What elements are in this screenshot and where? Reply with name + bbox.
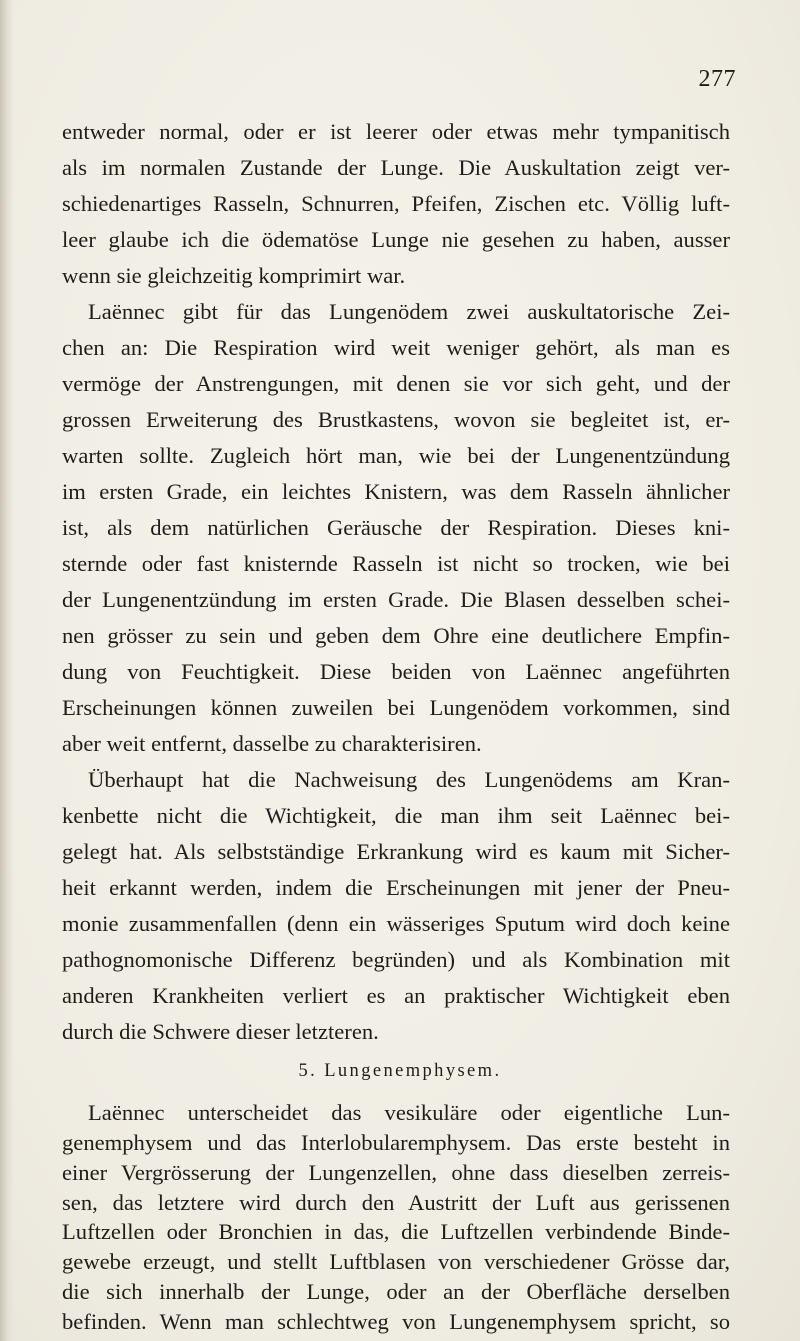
text-line: Laënnec gibt für das Lungenödem zwei auskultatorische Zei- [88, 299, 730, 324]
text-line: sternde oder fast knisternde Rasseln ist nicht so trocken, wie bei [62, 551, 730, 576]
text-line: einer Vergrösserung der Lungenzellen, ohne dass dieselben zerreis- [62, 1159, 730, 1185]
text-line: der Lungenentzündung im ersten Grade. Die Blasen desselben schei- [62, 587, 730, 612]
text-line: chen an: Die Respiration wird weit weniger gehört, als man es [62, 335, 730, 360]
text-line: durch die Schwere dieser letzteren. [62, 1019, 379, 1044]
section-heading: 5. Lungenemphysem. [298, 1061, 502, 1081]
text-line: grossen Erweiterung des Brustkastens, wovon sie begleitet ist, er- [62, 407, 730, 432]
text-line: dung von Feuchtigkeit. Diese beiden von Laënnec angeführten [62, 659, 730, 684]
text-line: wenn sie gleichzeitig komprimirt war. [62, 263, 406, 288]
text-line: ist, als dem natürlichen Geräusche der Respiration. Dieses kni- [62, 515, 730, 540]
text-line: aber weit entfernt, dasselbe zu charakterisiren. [62, 731, 482, 756]
page-number: 277 [698, 66, 736, 92]
text-line: Luftzellen oder Bronchien in das, die Luftzellen verbindende Binde- [62, 1219, 730, 1245]
text-line: kenbette nicht die Wichtigkeit, die man ihm seit Laënnec bei- [62, 803, 730, 828]
text-line: genemphysem und das Interlobularemphysem. Das erste besteht in [62, 1129, 730, 1155]
text-line: im ersten Grade, ein leichtes Knistern, was dem Rasseln ähnlicher [62, 479, 730, 504]
text-line: gewebe erzeugt, und stellt Luftblasen von verschiedener Grösse dar, [62, 1249, 730, 1275]
text-line: entweder normal, oder er ist leerer oder etwas mehr tympanitisch [62, 119, 730, 144]
text-line: die sich innerhalb der Lunge, oder an der Oberfläche derselben [62, 1279, 730, 1305]
text-line: schiedenartiges Rasseln, Schnurren, Pfeifen, Zischen etc. Völlig luft- [62, 191, 730, 216]
text-line: Überhaupt hat die Nachweisung des Lungenödems am Kran- [88, 767, 730, 792]
text-line: leer glaube ich die ödematöse Lunge nie gesehen zu haben, ausser [62, 227, 730, 252]
text-line: befinden. Wenn man schlechtweg von Lungenemphysem spricht, so [62, 1309, 730, 1334]
text-line: monie zusammenfallen (denn ein wässeriges Sputum wird doch keine [62, 911, 730, 936]
text-line: vermöge der Anstrengungen, mit denen sie vor sich geht, und der [62, 371, 730, 396]
text-line: Laënnec unterscheidet das vesikuläre oder eigentliche Lun- [88, 1100, 730, 1125]
text-line: nen grösser zu sein und geben dem Ohre eine deutlichere Empfin- [62, 623, 730, 648]
text-line: gelegt hat. Als selbstständige Erkrankung wird es kaum mit Sicher- [62, 839, 730, 864]
text-line: heit erkannt werden, indem die Erscheinungen mit jener der Pneu- [62, 875, 730, 900]
text-line: sen, das letztere wird durch den Austritt der Luft aus gerissenen [62, 1189, 730, 1215]
text-line: als im normalen Zustande der Lunge. Die Auskultation zeigt ver- [62, 155, 730, 180]
text-line: Erscheinungen können zuweilen bei Lungenödem vorkommen, sind [62, 695, 730, 720]
page-gutter-shadow [0, 0, 14, 1341]
text-line: pathognomonische Differenz begründen) und als Kombination mit [62, 947, 730, 972]
text-line: warten sollte. Zugleich hört man, wie bei der Lungenentzündung [62, 443, 730, 468]
text-line: anderen Krankheiten verliert es an praktischer Wichtigkeit eben [62, 983, 730, 1008]
